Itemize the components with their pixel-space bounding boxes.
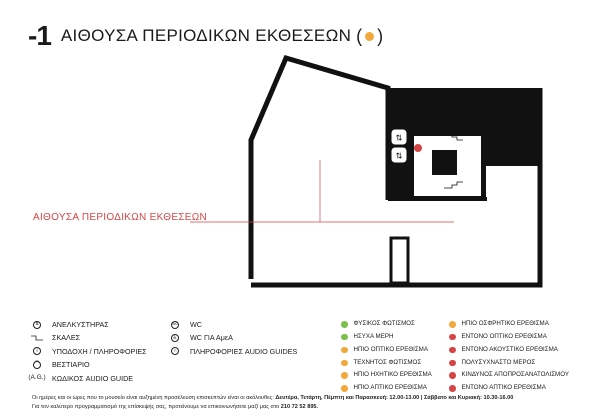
- sensory-dot-icon: [449, 360, 456, 367]
- page-title: ΑΙΘΟΥΣΑ ΠΕΡΙΟΔΙΚΩΝ ΕΚΘΕΣΕΩΝ: [60, 26, 352, 45]
- audio-guide-code-icon: (A.G.): [28, 374, 46, 381]
- sensory-legend-item: [449, 331, 569, 344]
- sensory-dot-icon: [449, 372, 456, 379]
- legend-item: [28, 358, 147, 371]
- sensory-dot-icon: [449, 321, 456, 328]
- wc-icon: WC: [166, 321, 184, 329]
- sensory-dot-icon: [449, 347, 456, 354]
- cloakroom-icon: ⌒: [34, 361, 40, 368]
- elevator-icon: ⇅: [34, 321, 40, 328]
- wc-accessible-icon: ♿: [172, 334, 178, 341]
- sensory-legend-item: [449, 356, 569, 369]
- sensory-dot-icon: [449, 334, 456, 341]
- legend-label: ΚΩΔΙΚΟΣ AUDIO GUIDE: [52, 373, 134, 383]
- legend-sensory-right: [449, 318, 569, 395]
- footer-phone: 210 72 52 895.: [280, 404, 319, 410]
- sensory-label: ΕΝΤΟΝΟ ΑΚΟΥΣΤΙΚΟ ΕΡΕΘΙΣΜΑ: [461, 345, 558, 353]
- stairs-icon: [444, 182, 463, 188]
- legend-item: [166, 318, 297, 331]
- room-label: ΑΙΘΟΥΣΑ ΠΕΡΙΟΔΙΚΩΝ ΕΚΘΕΣΕΩΝ: [33, 212, 208, 223]
- legend-item: [28, 372, 147, 385]
- legend-item: [28, 345, 147, 358]
- sensory-legend-item: [341, 331, 432, 344]
- sensory-label: ΠΟΛΥΣΥΧΝΑΣΤΟ ΜΕΡΟΣ: [461, 358, 536, 366]
- footer-hours: Δευτέρα, Τετάρτη, Πέμπτη και Παρασκευή: 12.00-13.00 | Σάββατο και Κυριακή: 10.30-16.00: [275, 395, 514, 401]
- elevator-icon: [392, 130, 406, 144]
- sensory-label: ΗΠΙΟ ΑΠΤΙΚΟ ΕΡΕΘΙΣΜΑ: [353, 384, 427, 392]
- legend-item: [166, 345, 297, 358]
- sensory-dot-icon: [449, 385, 456, 392]
- sensory-legend-item: [449, 369, 569, 382]
- sensory-label: ΚΙΝΔΥΝΟΣ ΑΠΟΠΡΟΣΑΝΑΤΟΛΙΣΜΟΥ: [461, 371, 569, 379]
- dark-area: [486, 136, 540, 166]
- legend-label: ΑΝΕΛΚΥΣΤΗΡΑΣ: [52, 320, 109, 330]
- sensory-dot-icon: [341, 372, 348, 379]
- legend-label: WC: [190, 320, 202, 330]
- core-block: [432, 150, 457, 175]
- sensory-dot-icon: [341, 360, 348, 367]
- legend-label: WC ΓΙΑ ΑμεΑ: [190, 333, 233, 343]
- svg-text:⇅: ⇅: [395, 133, 403, 143]
- sensory-legend-item: [341, 318, 432, 331]
- paren-close: ): [377, 25, 384, 46]
- sensory-dot-icon: [341, 347, 348, 354]
- sensory-label: ΕΝΤΟΝΟ ΟΠΤΙΚΟ ΕΡΕΘΙΣΜΑ: [461, 333, 547, 341]
- sensory-dot-icon: [341, 385, 348, 392]
- legend-label: ΣΚΑΛΕΣ: [52, 333, 81, 343]
- footer-line-1: [32, 395, 513, 401]
- dark-area: [388, 133, 414, 198]
- sensory-label: ΦΥΣΙΚΟΣ ΦΩΤΙΣΜΟΣ: [353, 320, 415, 328]
- sensory-legend-item: [341, 382, 432, 395]
- sensory-legend-item: [449, 344, 569, 357]
- footer-text: Για τον καλύτερο προγραμματισμό της επίσκεψής σας, προτείνουμε να επικοινωνήσετε μαζί μας στο: [32, 404, 281, 410]
- svg-text:⇅: ⇅: [395, 151, 403, 161]
- legend-item: [28, 318, 147, 331]
- legend-item: [166, 331, 297, 344]
- legend-item: [28, 331, 147, 344]
- footer-text: Οι ημέρες και οι ώρες που το μουσείο είναι αυξημένη προσέλευση επισκεπτών είναι οι ακόλουθες:: [32, 395, 276, 401]
- info-icon: i: [28, 347, 46, 355]
- dark-area: [388, 88, 540, 136]
- elevator-icon: [392, 148, 406, 162]
- sensory-legend-item: [341, 369, 432, 382]
- sensory-legend-item: [341, 344, 432, 357]
- doorway: [391, 238, 408, 283]
- legend-label: ΥΠΟΔΟΧΗ / ΠΛΗΡΟΦΟΡΙΕΣ: [52, 346, 147, 356]
- dark-area: [481, 136, 486, 201]
- sensory-dot-icon: [341, 334, 348, 341]
- footer-line-2: [32, 404, 318, 410]
- legend-sensory-left: [341, 318, 432, 395]
- level-number: -1: [28, 20, 51, 51]
- sensory-legend-item: [341, 356, 432, 369]
- legend-audio: [166, 318, 297, 358]
- sensory-label: ΤΕΧΝΗΤΟΣ ΦΩΤΙΣΜΟΣ: [353, 358, 422, 366]
- headphones-icon: ∩: [166, 347, 184, 355]
- stairs-icon: [28, 335, 46, 341]
- sensory-marker-icon: [414, 144, 422, 152]
- sensory-label: ΗΠΙΟ ΗΧΗΤΙΚΟ ΕΡΕΘΙΣΜΑ: [353, 371, 432, 379]
- paren-open: (: [356, 25, 363, 46]
- dark-area: [388, 196, 486, 201]
- sensory-label: ΗΠΙΟ ΟΠΤΙΚΟ ΕΡΕΘΙΣΜΑ: [353, 345, 428, 353]
- legend-label: ΒΕΣΤΙΑΡΙΟ: [52, 360, 90, 370]
- sensory-legend-item: [449, 318, 569, 331]
- sensory-dot-icon: [341, 321, 348, 328]
- legend-facilities: [28, 318, 147, 385]
- sensory-legend-item: [449, 382, 569, 395]
- sensory-label: ΕΝΤΟΝΟ ΑΠΤΙΚΟ ΕΡΕΘΙΣΜΑ: [461, 384, 546, 392]
- outer-wall: [251, 58, 388, 279]
- legend-label: ΠΛΗΡΟΦΟΡΙΕΣ AUDIO GUIDES: [190, 346, 298, 356]
- sensory-label: ΗΠΙΟ ΟΣΦΡΗΤΙΚΟ ΕΡΕΘΙΣΜΑ: [461, 320, 549, 328]
- sensory-label: ΗΣΥΧΑ ΜΕΡΗ: [353, 333, 394, 341]
